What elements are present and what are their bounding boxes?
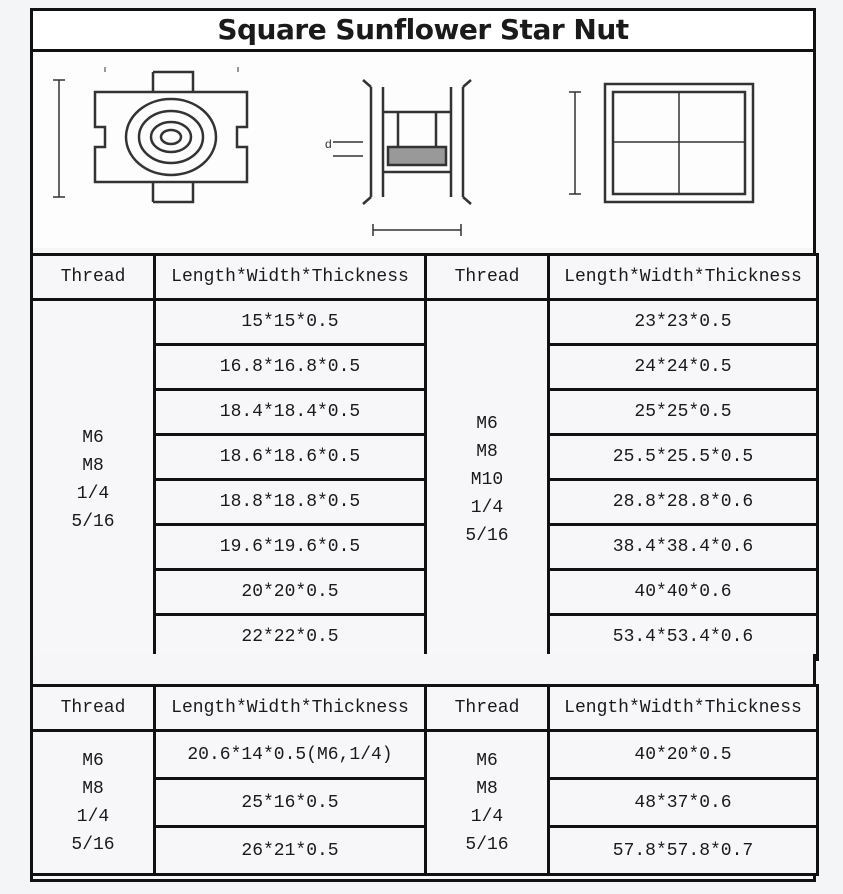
thread-value: M8 xyxy=(82,455,104,476)
thread-value: M8 xyxy=(476,441,498,462)
size-cell: 20*20*0.5 xyxy=(155,570,426,615)
thread-value: 5/16 xyxy=(71,834,115,855)
thread-value: 1/4 xyxy=(76,806,110,827)
thread-value: 1/4 xyxy=(470,497,504,518)
size-cell: 38.4*38.4*0.6 xyxy=(549,525,818,570)
table2-right-thread-cell xyxy=(426,731,549,875)
table1-header-thread-right: Thread xyxy=(426,255,549,300)
size-cell: 18.6*18.6*0.5 xyxy=(155,435,426,480)
size-cell: 57.8*57.8*0.7 xyxy=(549,827,818,875)
size-cell: 20.6*14*0.5(M6,1/4) xyxy=(155,731,426,779)
size-cell: 40*20*0.5 xyxy=(549,731,818,779)
table2-header-size-right: Length*Width*Thickness xyxy=(549,686,818,731)
size-cell: 40*40*0.6 xyxy=(549,570,818,615)
svg-text:d: d xyxy=(325,137,332,151)
size-cell: 25*16*0.5 xyxy=(155,779,426,827)
thread-value: 5/16 xyxy=(465,525,509,546)
thread-value: 5/16 xyxy=(465,834,509,855)
thread-value: 1/4 xyxy=(470,806,504,827)
thread-value: M8 xyxy=(476,778,498,799)
size-cell: 19.6*19.6*0.5 xyxy=(155,525,426,570)
page-title: Square Sunflower Star Nut xyxy=(30,8,816,52)
size-cell: 48*37*0.6 xyxy=(549,779,818,827)
size-cell: 53.4*53.4*0.6 xyxy=(549,615,818,660)
size-cell: 28.8*28.8*0.6 xyxy=(549,480,818,525)
size-cell: 26*21*0.5 xyxy=(155,827,426,875)
size-cell: 16.8*16.8*0.5 xyxy=(155,345,426,390)
square-nut-plate-view-drawing xyxy=(569,84,753,202)
size-cell: 25.5*25.5*0.5 xyxy=(549,435,818,480)
size-cell: 18.8*18.8*0.5 xyxy=(155,480,426,525)
thread-value: M6 xyxy=(476,750,498,771)
technical-drawings xyxy=(33,52,813,248)
size-cell: 25*25*0.5 xyxy=(549,390,818,435)
size-cell: 18.4*18.4*0.5 xyxy=(155,390,426,435)
table-spacer xyxy=(30,654,816,684)
thread-value: M10 xyxy=(470,469,504,490)
thread-value: M6 xyxy=(82,750,104,771)
size-cell: 24*24*0.5 xyxy=(549,345,818,390)
size-cell: 15*15*0.5 xyxy=(155,300,426,345)
size-cell: 23*23*0.5 xyxy=(549,300,818,345)
square-nut-top-view-drawing xyxy=(53,67,247,202)
table2-header-size-left: Length*Width*Thickness xyxy=(155,686,426,731)
thread-value: 5/16 xyxy=(71,511,115,532)
table1-right-thread-cell xyxy=(426,300,549,660)
thread-value: M6 xyxy=(476,413,498,434)
table2-header-thread-left: Thread xyxy=(32,686,155,731)
table2-left-thread-cell xyxy=(32,731,155,875)
table1-header-size-right: Length*Width*Thickness xyxy=(549,255,818,300)
thread-value: M6 xyxy=(82,427,104,448)
size-cell: 22*22*0.5 xyxy=(155,615,426,660)
size-table-1 xyxy=(30,253,819,661)
table1-left-thread-cell xyxy=(32,300,155,660)
thread-value: 1/4 xyxy=(76,483,110,504)
table1-header-size-left: Length*Width*Thickness xyxy=(155,255,426,300)
square-nut-side-view-drawing xyxy=(325,80,471,236)
thread-value: M8 xyxy=(82,778,104,799)
table1-header-thread-left: Thread xyxy=(32,255,155,300)
size-table-2 xyxy=(30,684,819,876)
table2-header-thread-right: Thread xyxy=(426,686,549,731)
